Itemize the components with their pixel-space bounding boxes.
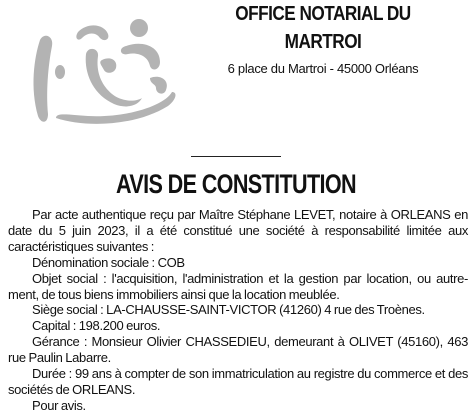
notice-paragraph-siege: Siège social : LA-CHAUSSE-SAINT-VICTOR (41260) 4 rue des Troènes. [32,302,425,318]
notary-emblem-icon [26,10,181,128]
notice-paragraph-denomination: Dénomination sociale : COB [32,254,185,270]
notice-paragraph-intro: Par acte authentique reçu par Maître Stéphane LEVET, notaire à ORLEANS en date du 5 juin 2023, il a été constitué une société à responsabilité limitée aux caractéristiques suivantes : [8,207,468,254]
office-address: 6 place du Martroi - 45000 Orléans [227,61,419,76]
notice-paragraph-capital: Capital : 198.200 euros. [32,318,161,334]
notice-title-text: AVIS DE CONSTITUTION [116,169,357,199]
notice-body [8,207,468,414]
office-name-line2: MARTROI [284,31,362,53]
notice-title [0,168,473,200]
notice-paragraph-pour-avis: Pour avis. [32,397,86,413]
office-name-line1: OFFICE NOTARIAL DU [235,3,411,25]
notice-paragraph-duree: Durée : 99 ans à compter de son immatriculation au registre du commerce et des sociétés de ORLEANS. [8,366,468,397]
divider [191,156,281,157]
notice-paragraph-gerance: Gérance : Monsieur Olivier CHASSEDIEU, demeurant à OLIVET (45160), 463 rue Paulin Labarre. [8,334,468,366]
notice-paragraph-objet: Objet social : l'acquisition, l'administration et la gestion par location, ou autre-ment, de tous biens immobiliers ainsi que la location meublée. [8,270,468,302]
